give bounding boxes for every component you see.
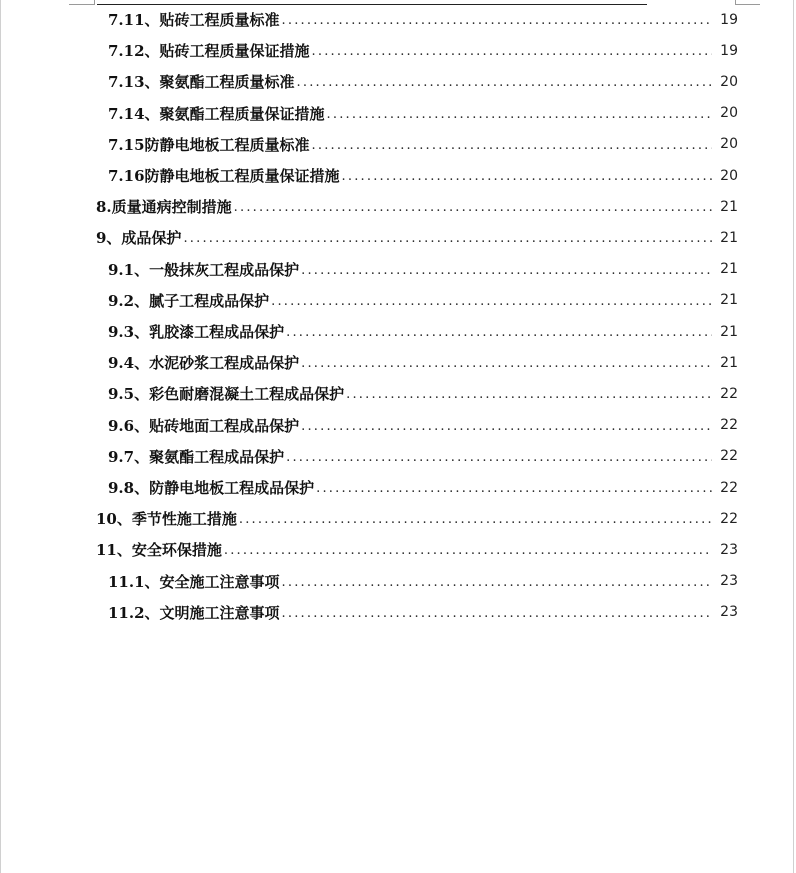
toc-entry[interactable] [108,285,738,316]
toc-dot-leader [346,385,712,402]
toc-entry-page-number: 22 [720,510,738,527]
toc-entry-page-number: 19 [720,42,738,59]
toc-dot-leader [316,479,712,496]
toc-entry[interactable] [108,441,738,472]
toc-dot-leader [327,105,712,122]
toc-dot-leader [286,323,712,340]
toc-entry-label: 9.3、乳胶漆工程成品保护 [108,323,285,341]
toc-entry-label: 9、成品保护 [96,229,182,248]
toc-entry-page-number: 21 [720,323,738,340]
toc-entry-label: 7.11、贴砖工程质量标准 [108,11,280,29]
toc-entry-page-number: 20 [720,105,738,122]
toc-entry-label: 9.1、一般抹灰工程成品保护 [108,260,300,279]
toc-entry-page-number: 21 [720,198,738,215]
toc-entry[interactable] [108,597,738,628]
toc-entry-label: 11.1、安全施工注意事项 [108,572,280,591]
toc-entry[interactable] [108,410,738,441]
toc-dot-leader [282,573,712,590]
toc-entry-page-number: 20 [720,73,738,90]
toc-entry-label: 9.2、腻子工程成品保护 [108,291,270,310]
toc-entry[interactable] [108,254,738,285]
toc-dot-leader [239,510,712,527]
toc-entry[interactable] [108,347,738,378]
toc-dot-leader [301,417,712,434]
page-edge-right [793,0,794,873]
toc-entry-label: 8.质量通病控制措施 [96,198,232,217]
toc-entry[interactable] [96,534,738,565]
toc-entry[interactable] [108,129,738,160]
toc-entry[interactable] [96,503,738,534]
toc-entry-page-number: 20 [720,136,738,153]
toc-entry[interactable] [96,222,738,253]
toc-entry-label: 7.14、聚氨酯工程质量保证措施 [108,104,325,123]
toc-dot-leader [282,11,712,28]
toc-entry-label: 7.12、贴砖工程质量保证措施 [108,42,310,61]
toc-entry-label: 11、安全环保措施 [96,541,222,560]
toc-dot-leader [312,136,712,153]
toc-entry-label: 11.2、文明施工注意事项 [108,603,280,622]
crop-mark-top-left [69,4,94,5]
toc-entry[interactable] [96,191,738,222]
toc-entry[interactable] [108,4,738,35]
toc-dot-leader [271,292,712,309]
toc-entry-label: 9.6、贴砖地面工程成品保护 [108,416,300,435]
toc-dot-leader [301,261,712,278]
toc-entry-label: 7.15防静电地板工程质量标准 [108,135,310,154]
toc-entry-page-number: 21 [720,292,738,309]
toc-dot-leader [301,354,712,371]
toc-entry-page-number: 23 [720,604,738,621]
toc-entry-label: 9.5、彩色耐磨混凝土工程成品保护 [108,385,345,404]
toc-entry-label: 9.4、水泥砂浆工程成品保护 [108,354,300,373]
toc-entry[interactable] [108,566,738,597]
toc-entry[interactable] [108,316,738,347]
toc-dot-leader [234,198,712,215]
toc-entry[interactable] [108,378,738,409]
toc-entry-page-number: 22 [720,448,738,465]
toc-entry[interactable] [108,66,738,97]
toc-dot-leader [312,42,712,59]
toc-entry-page-number: 23 [720,541,738,558]
toc-entry-page-number: 22 [720,479,738,496]
toc-entry-page-number: 21 [720,229,738,246]
toc-dot-leader [224,541,712,558]
toc-entry-page-number: 19 [720,11,738,28]
toc-entry-page-number: 21 [720,261,738,278]
toc-entry-page-number: 23 [720,573,738,590]
toc-entry-page-number: 21 [720,354,738,371]
toc-dot-leader [286,448,712,465]
toc-dot-leader [342,167,712,184]
toc-entry-label: 9.8、防静电地板工程成品保护 [108,479,315,497]
toc-entry-label: 9.7、聚氨酯工程成品保护 [108,447,285,466]
toc-dot-leader [297,73,712,90]
toc-entry[interactable] [108,98,738,129]
toc-entry-page-number: 20 [720,167,738,184]
crop-mark-top-right [735,4,760,5]
toc-entry[interactable] [108,472,738,503]
toc-entry-label: 10、季节性施工措施 [96,510,237,529]
crop-mark-top-left-v [94,0,95,5]
toc-dot-leader [282,604,712,621]
toc-entry-label: 7.13、聚氨酯工程质量标准 [108,73,295,92]
page-edge-left [0,0,1,873]
toc-entry[interactable] [108,160,738,191]
toc-entry-page-number: 22 [720,417,738,434]
toc-entry[interactable] [108,35,738,66]
toc-entry-label: 7.16防静电地板工程质量保证措施 [108,167,340,185]
toc-dot-leader [183,229,712,246]
toc-entry-page-number: 22 [720,385,738,402]
